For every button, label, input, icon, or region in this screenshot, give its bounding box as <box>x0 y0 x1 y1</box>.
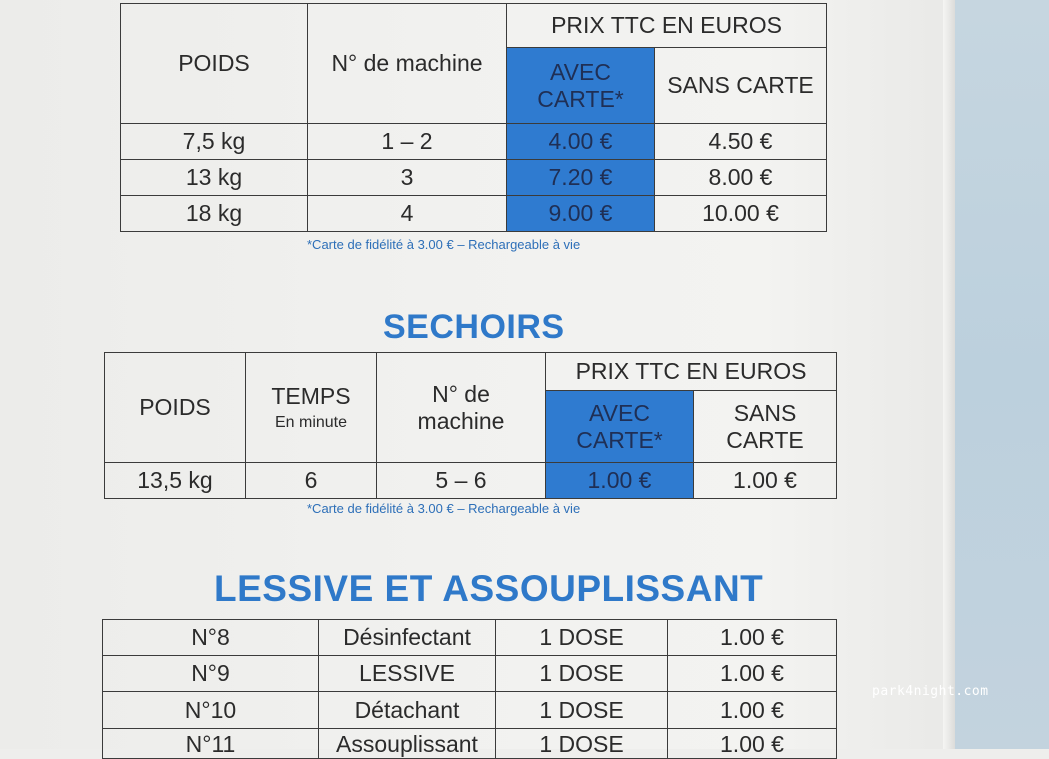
washer-price-without-card: 8.00 € <box>655 160 827 196</box>
detergent-dose: 1 DOSE <box>496 656 668 692</box>
dryer-machine: 5 – 6 <box>377 463 546 499</box>
detergent-dose: 1 DOSE <box>496 692 668 729</box>
table-row <box>121 124 827 160</box>
dryers-header-price-group: PRIX TTC EN EUROS <box>546 353 837 391</box>
detergent-price: 1.00 € <box>668 729 837 759</box>
dryers-header-without-card: SANS CARTE <box>694 391 837 463</box>
detergent-product: Assouplissant <box>319 729 496 759</box>
detergent-product: LESSIVE <box>319 656 496 692</box>
dryers-header-machine: N° de machine <box>377 353 546 463</box>
washer-machine: 4 <box>308 196 507 232</box>
washer-weight: 13 kg <box>121 160 308 196</box>
washers-header-machine: N° de machine <box>308 4 507 124</box>
dryer-weight: 13,5 kg <box>105 463 246 499</box>
dryers-header-weight: POIDS <box>105 353 246 463</box>
dryers-price-table <box>104 352 837 499</box>
detergent-title: LESSIVE ET ASSOUPLISSANT <box>214 568 764 609</box>
washers-header-price-group: PRIX TTC EN EUROS <box>507 4 827 48</box>
washers-header-weight: POIDS <box>121 4 308 124</box>
detergent-price-table <box>102 619 837 759</box>
table-row <box>103 656 837 692</box>
table-row <box>103 729 837 759</box>
detergent-price: 1.00 € <box>668 620 837 656</box>
dryers-header-time <box>246 353 377 463</box>
detergent-price: 1.00 € <box>668 692 837 729</box>
dryers-title: SECHOIRS <box>383 308 565 346</box>
table-row <box>103 692 837 729</box>
dryers-header-time-sub: En minute <box>274 413 348 431</box>
detergent-price: 1.00 € <box>668 656 837 692</box>
washer-price-with-card: 4.00 € <box>507 124 655 160</box>
washer-machine: 1 – 2 <box>308 124 507 160</box>
sheet-edge <box>943 0 955 749</box>
dryer-time: 6 <box>246 463 377 499</box>
dryers-header-time-label: TEMPS <box>271 383 351 410</box>
detergent-number: N°9 <box>103 656 319 692</box>
washer-price-with-card: 7.20 € <box>507 160 655 196</box>
table-row <box>121 160 827 196</box>
washers-footnote: *Carte de fidélité à 3.00 € – Rechargeable à vie <box>307 237 581 252</box>
washer-machine: 3 <box>308 160 507 196</box>
dryer-price-without-card: 1.00 € <box>694 463 837 499</box>
washers-price-table <box>120 3 827 232</box>
washer-weight: 18 kg <box>121 196 308 232</box>
dryer-price-with-card: 1.00 € <box>546 463 694 499</box>
table-row <box>103 620 837 656</box>
washers-header-with-card: AVEC CARTE* <box>507 48 655 124</box>
table-row <box>121 196 827 232</box>
washer-weight: 7,5 kg <box>121 124 308 160</box>
watermark: park4night.com <box>872 684 989 699</box>
washers-header-without-card: SANS CARTE <box>655 48 827 124</box>
washer-price-without-card: 4.50 € <box>655 124 827 160</box>
detergent-dose: 1 DOSE <box>496 620 668 656</box>
dryers-footnote: *Carte de fidélité à 3.00 € – Rechargeable à vie <box>307 501 581 516</box>
detergent-number: N°11 <box>103 729 319 759</box>
detergent-number: N°8 <box>103 620 319 656</box>
detergent-product: Détachant <box>319 692 496 729</box>
detergent-dose: 1 DOSE <box>496 729 668 759</box>
washer-price-without-card: 10.00 € <box>655 196 827 232</box>
table-row <box>105 463 837 499</box>
wall-backdrop <box>955 0 1049 749</box>
washer-price-with-card: 9.00 € <box>507 196 655 232</box>
dryers-header-with-card: AVEC CARTE* <box>546 391 694 463</box>
detergent-number: N°10 <box>103 692 319 729</box>
detergent-product: Désinfectant <box>319 620 496 656</box>
